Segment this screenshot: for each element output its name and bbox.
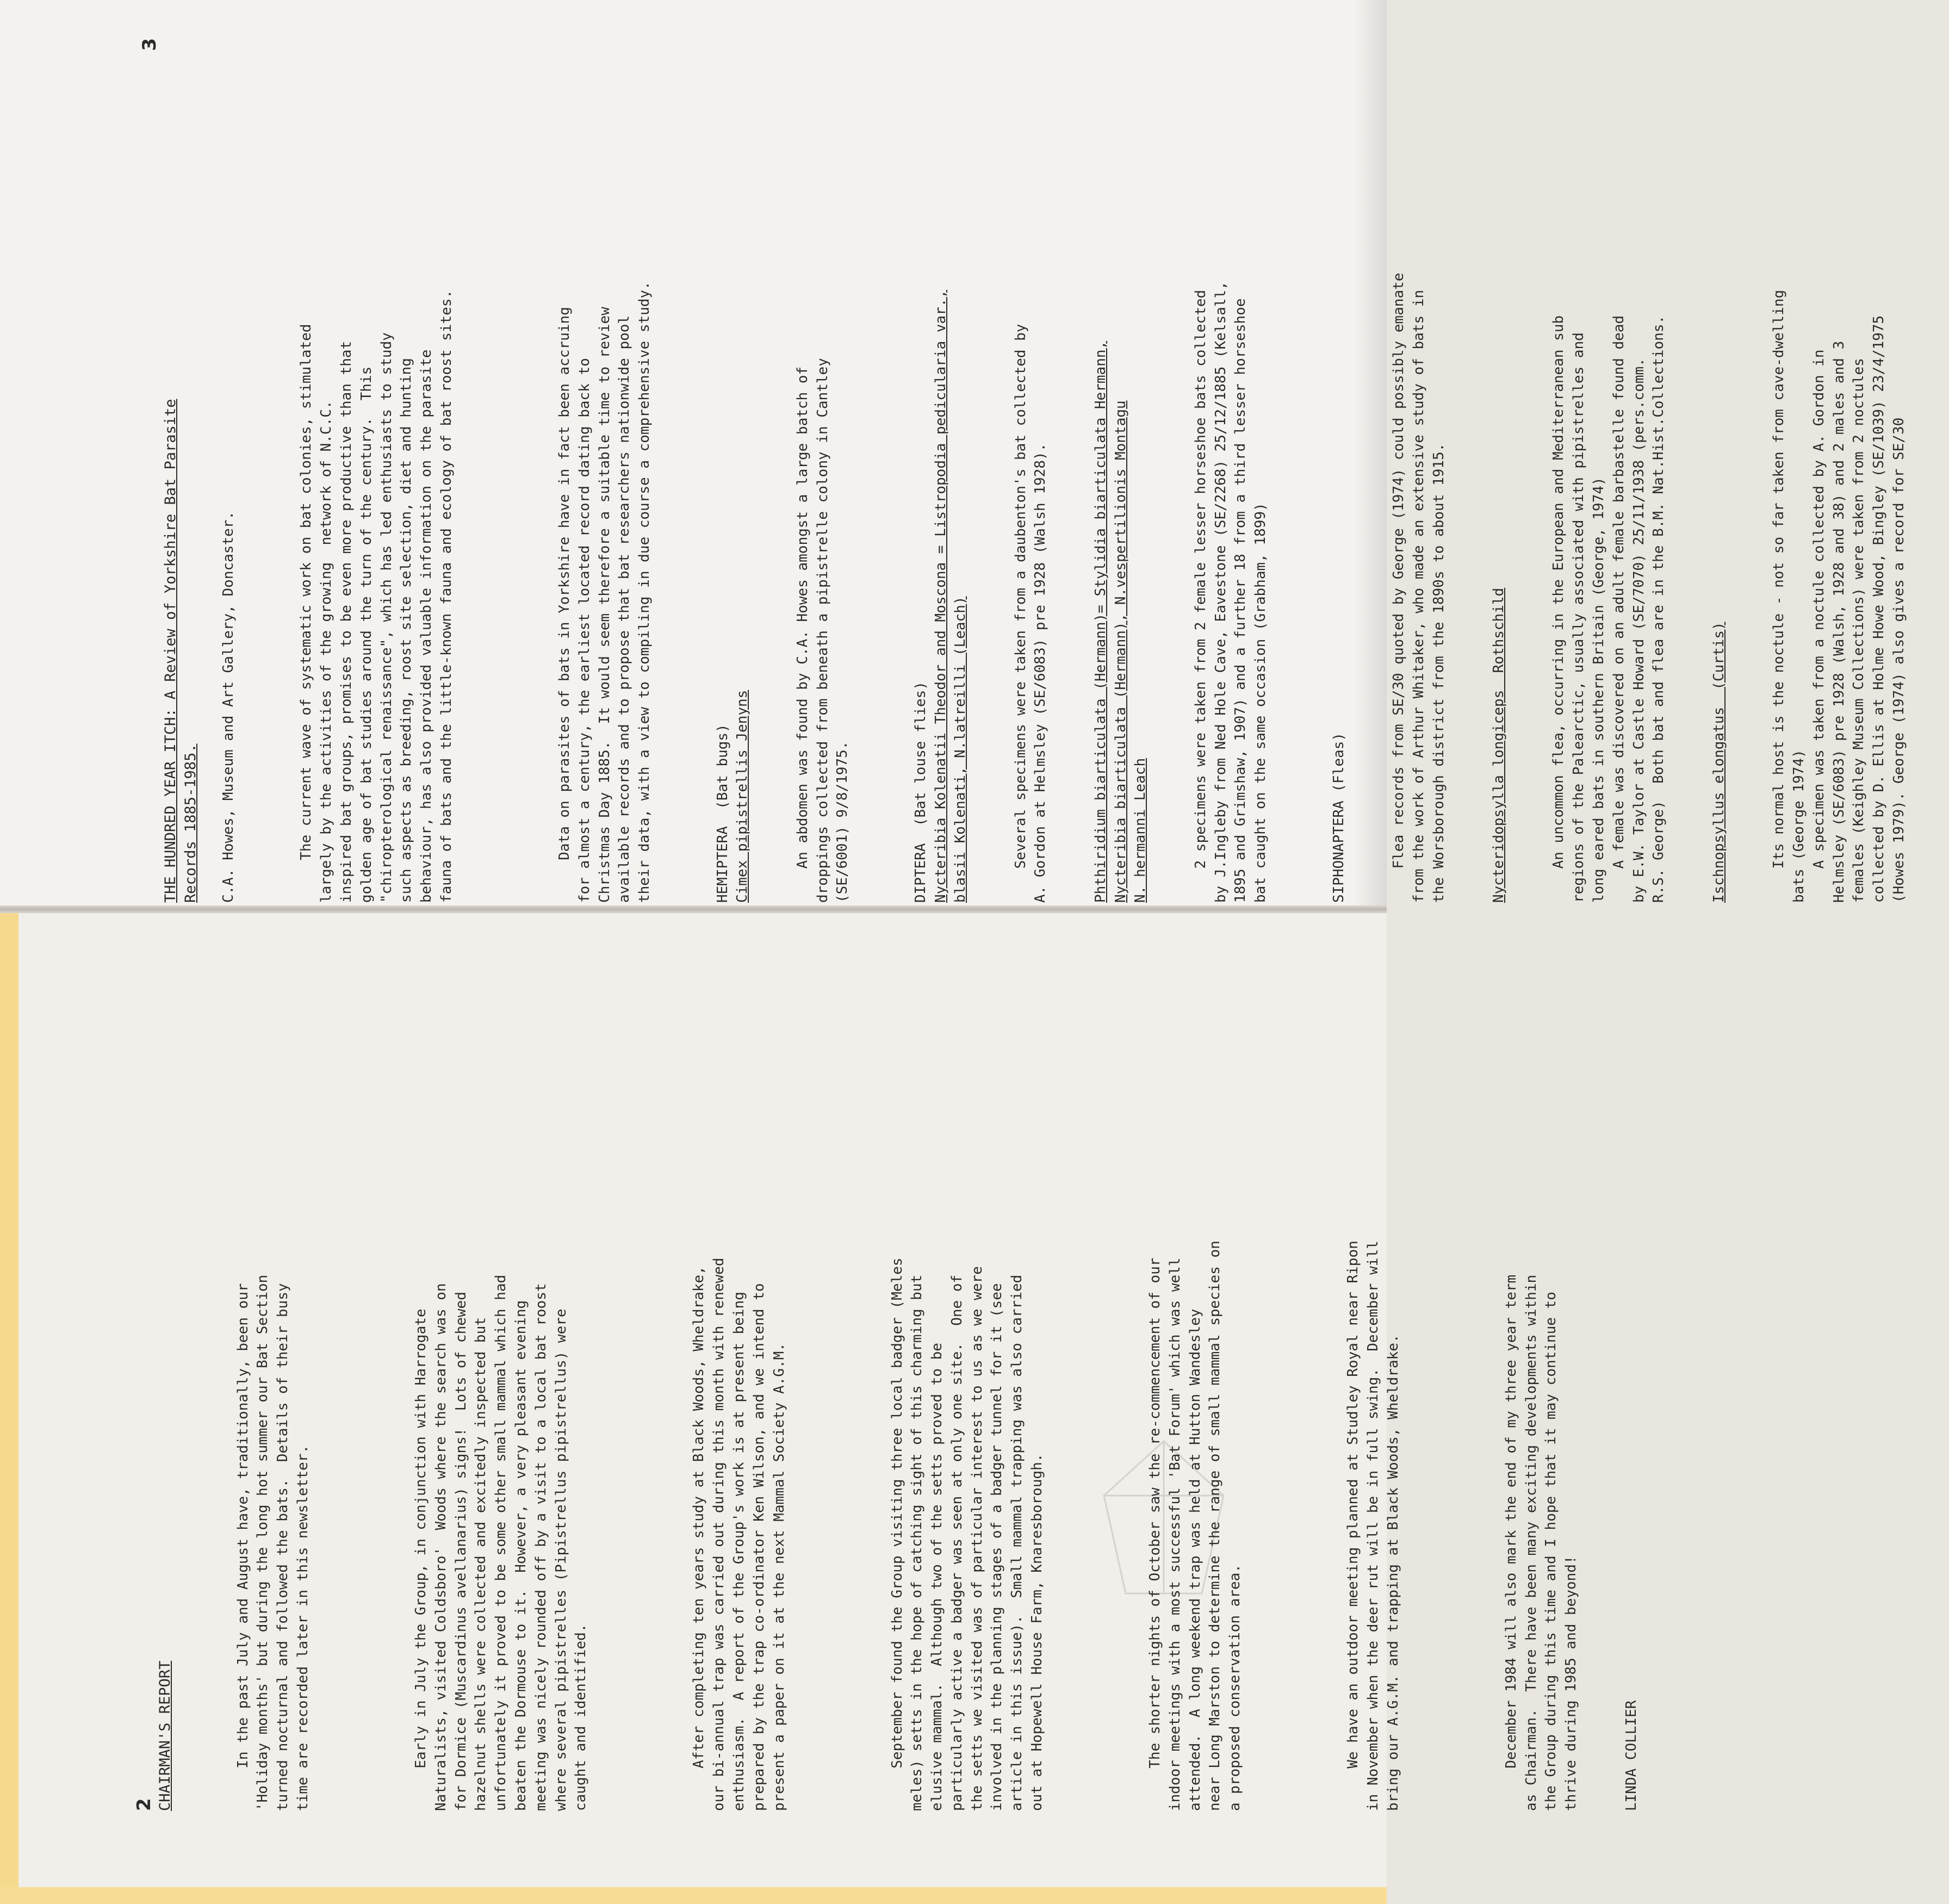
siphonaptera-text-2: An uncommon flea, occurring in the European and Mediterranean sub regions of the Palearctic, usually associated with pipistrelles and long eared bats in southern Britain (George, 1974) A female was discovered on an adult female barbastelle found dead by E.W. Taylor at Castle Howard (SE/7070) 25/11/1938 (pers.comm. R.S. George) Both bat and flea are in the B.M. Nat.Hist.Collections.: [1550, 315, 1667, 903]
siphonaptera-text-1: Flea records from SE/30 quoted by George (1974) could possibly emanate from the work of Arthur Whitaker, who made an extensive study of bats in the Worsborough district from the 1890s to about 1915.: [1391, 272, 1447, 903]
diptera-species-2-synonyms: Nycteribia biarticulata (Hermann), N.vespertilionis Montagu: [1112, 400, 1129, 903]
report-paragraph-7: December 1984 will also mark the end of my three year term as Chairman. There have been many exciting developments within the Group during this time and I hope that it may continue to thrive during 1985 and beyond!: [1503, 1274, 1580, 1811]
yellow-cover-edge-bottom: [0, 1887, 1387, 1904]
hemiptera-species: Cimex pipistrellis Jenyns: [734, 690, 751, 903]
article-title-line-2: Records 1885-1985.: [182, 743, 199, 903]
diptera-species-1-synonyms: blasii Kolenati, N.latreilli (Leach): [952, 596, 969, 903]
siphonaptera-species-1: Nycteridopsylla longiceps Rothschild: [1491, 587, 1507, 903]
siphonaptera-text-3: Its normal host is the noctule - not so far taken from cave-dwelling bats (George 1974) A specimen was taken from a noctule collected by A. Gordon in Helmsley (SE/6083) pre 1928 (Walsh, 1928 and 38) and 2 males and 3 females (Keighley Museum Collections) were taken from 2 noctules collected by D. Ellis at Holme Howe Wood, Bingley (SE/1039) 23/4/1975 (Howes 1979). George (1974) also gives a record for SE/30: [1771, 289, 1907, 903]
report-paragraph-1: In the past July and August have, traditionally, been our 'Holiday months' but during the long hot summer our Bat Section turned nocturnal and followed the bats. Details of their busy time are recorded later in this newsletter.: [234, 1274, 311, 1811]
siphonaptera-species-2: Ischnopsyllus elongatus (Curtis): [1710, 622, 1727, 903]
diptera-text-2: 2 specimens were taken from 2 female lesser horseshoe bats collected by J.Ingleby from Ned Hole Cave, Eavestone (SE/2268) 25/12/1885 (Kelsall, 1895 and Grimshaw, 1907) and a further 18 from a third lesser horseshoe bat caught on the same occasion (Grabham, 1899): [1192, 281, 1269, 903]
yellow-cover-edge-left: [0, 913, 18, 1904]
diptera-species-1: Nycteribia Kolenatii Theodor and Moscona = Listropodia pedicularia var.,: [932, 289, 949, 903]
report-paragraph-5: The shorter nights of October saw the re-commencement of our indoor meetings with a most successful 'Bat Forum' which was well attended. A long weekend trap was held at Hutton Wandesley near Long Marston to determine the range of small mammal species on a proposed conservation area.: [1147, 1241, 1244, 1811]
report-paragraph-2: Early in July the Group, in conjunction with Harrogate Naturalists, visited Coldsboro' Woods where the search was on for Dormice (Muscardinus avellanarius) signs! Lots of chewed hazelnut shells were collected and excitedly inspected but unfortunately it proved to be some other small mammal which had beaten the Dormouse to it. However, a very pleasant evening meeting was nicely rounded off by a visit to a local bat roost where several pipistrelles (Pipistrellus pipistrellus) were caught and identified.: [412, 1274, 589, 1811]
page-3: [139, 38, 1907, 903]
diptera-species-2-synonym-3: N. hermanni Leach: [1132, 758, 1149, 903]
siphonaptera-heading: SIPHONAPTERA (Fleas): [1330, 732, 1347, 903]
diptera-heading: DIPTERA (Bat louse flies): [912, 681, 929, 903]
intro-paragraph-2: Data on parasites of bats in Yorkshire have in fact been accruing for almost a century, the earliest located record dating back to Christmas Day 1885. It would seem therefore a suitable time to review available records and to propose that bat researchers nationwide pool their data, with a view to compiling in due course a comprehensive study.: [556, 281, 653, 903]
center-fold: [0, 906, 1387, 913]
report-paragraph-6: We have an outdoor meeting planned at Studley Royal near Ripon in November when the deer rut will be in full swing. December will bring our A.G.M. and trapping at Black Woods, Wheldrake.: [1345, 1241, 1401, 1811]
page-2: [133, 963, 1640, 1811]
diptera-text-1: Several specimens were taken from a daubenton's bat collected by A. Gordon at Helmsley (SE/6083) pre 1928 (Walsh 1928).: [1012, 324, 1049, 903]
report-paragraph-4: September found the Group visiting three local badger (Meles meles) setts in the hope of catching sight of this charming but elusive mammal. Although two of the setts proved to be particularly active a badger was seen at only one site. One of the setts we visited was of particular interest to us as we were involved in the planning stages of a badger tunnel for it (see article in this issue). Small mammal trapping was also carried out at Hopewell House Farm, Knaresborough.: [889, 1257, 1046, 1811]
diptera-species-2: Phthiridium biarticulata (Hermann)= Stylidia biarticulata Hermann,: [1092, 340, 1109, 903]
page-number: 3: [139, 38, 160, 51]
report-paragraph-3: After completing ten years study at Black Woods, Wheldrake, our bi-annual trap was carried out during this month with renewed enthusiasm. A report of the Group's work is at present being prepared by the trap co-ordinator Ken Wilson, and we intend to present a paper on it at the next Mammal Society A.G.M.: [691, 1257, 787, 1811]
hemiptera-heading: HEMIPTERA (Bat bugs): [714, 724, 731, 903]
page-number: 2: [133, 1798, 155, 1811]
signature: LINDA COLLIER: [1623, 1700, 1640, 1811]
author-line: C.A. Howes, Museum and Art Gallery, Doncaster.: [220, 511, 237, 903]
article-title: THE HUNDRED YEAR ITCH: A Review of Yorkshire Bat Parasite: [162, 399, 179, 903]
chairmans-report-heading: CHAIRMAN'S REPORT: [157, 1660, 173, 1811]
intro-paragraph-1: The current wave of systematic work on bat colonies, stimulated largely by the activities of the growing network of N.C.C. inspired bat groups, promises to be even more productive than that golden age of bat studies around the turn of the century. This "chiropterological renaissance", which has led enthusiasts to study such aspects as breeding, roost site selection, diet and hunting behaviour, has also provided valuable information on the parasite fauna of bats and the little-known fauna and ecology of bat roost sites.: [298, 289, 455, 903]
hemiptera-text: An abdomen was found by C.A. Howes amongst a large batch of droppings collected from beneath a pipistrelle colony in Cantley (SE/6001) 9/8/1975.: [794, 358, 851, 903]
